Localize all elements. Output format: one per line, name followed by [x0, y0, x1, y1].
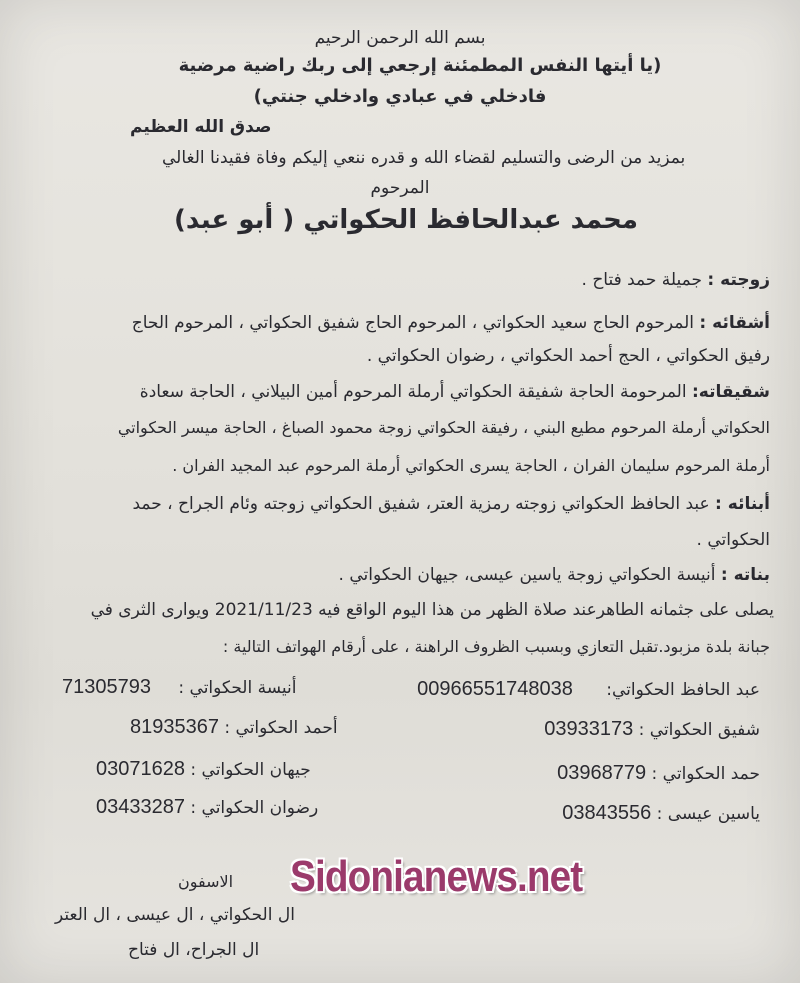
phone-number: 03933173: [544, 718, 634, 740]
basmala: بسم الله الرحمن الرحيم: [314, 28, 486, 48]
funeral-line-1: يصلى على جثمانه الطاهرعند صلاة الظهر من هذا اليوم الواقع فيه 2021/11/23 ويوارى الثرى في: [90, 600, 774, 620]
phone-number: 71305793: [62, 676, 151, 698]
verse-line-2: فادخلي في عبادي وادخلي جنتي): [253, 86, 547, 107]
phone-name: عبد الحافظ الحكواتي:: [606, 680, 760, 700]
brothers-label: أشقائه :: [699, 313, 770, 333]
phone-number: 03433287: [96, 796, 185, 818]
sadaq-line: صدق الله العظيم: [130, 117, 272, 137]
phone-entry: [96, 796, 318, 819]
phone-name: شفيق الحكواتي :: [638, 720, 760, 740]
sisters-label: شقيقاته:: [691, 382, 770, 402]
sisters-line-2: الحكواتي أرملة المرحوم مطيع البني ، رفيقة الحكواتي زوجة محمود الصباغ ، الحاجة ميسر الحكواتي: [117, 418, 770, 437]
wife-text: جميلة حمد فتاح .: [581, 270, 703, 290]
almarhoum-label: المرحوم: [370, 178, 430, 198]
sons-line-2: الحكواتي .: [696, 530, 770, 550]
phone-name: ياسين عيسى :: [656, 804, 760, 824]
phone-number: 00966551748038: [417, 678, 573, 700]
daughters-text: أنيسة الحكواتي زوجة ياسين عيسى، جيهان الحكواتي .: [338, 565, 716, 585]
phone-number: 81935367: [130, 716, 219, 738]
phone-entry: [130, 716, 338, 739]
funeral-line-2: جبانة بلدة مزبود.تقبل التعازي وبسبب الظروف الراهنة ، على أرقام الهواتف التالية :: [222, 637, 770, 656]
sons-text-1: عبد الحافظ الحكواتي زوجته رمزية العتر، شفيق الحكواتي زوجته وئام الجراح ، حمد: [132, 494, 710, 514]
daughters-line: [339, 565, 770, 585]
phone-entry: [417, 678, 760, 701]
phone-name: حمد الحكواتي :: [651, 764, 760, 784]
mourners-title: الاسفون: [178, 872, 234, 891]
verse-line-1: (يا أيتها النفس المطمئنة إرجعي إلى ربك راضية مرضية: [178, 55, 662, 76]
phone-name: أنيسة الحكواتي :: [178, 678, 297, 698]
wife-line: [582, 270, 770, 290]
phone-number: 03968779: [557, 762, 647, 784]
phone-name: رضوان الحكواتي :: [190, 798, 319, 818]
sisters-text-1: المرحومة الحاجة شفيقة الحكواتي أرملة المرحوم أمين البيلاني ، الحاجة سعادة: [139, 382, 687, 402]
phone-entry: [557, 762, 760, 785]
deceased-name: محمد عبدالحافظ الحكواتي ( أبو عبد): [174, 205, 638, 235]
watermark-text: Sidonianews.net: [290, 852, 583, 901]
phone-entry: [544, 718, 760, 741]
sons-line-1: [132, 494, 770, 514]
sisters-line-3: أرملة المرحوم سليمان الفران ، الحاجة يسرى الحكواتي أرملة المرحوم عبد المجيد الفران .: [172, 456, 770, 475]
brothers-line-2: رفيق الحكواتي ، الحج أحمد الحكواتي ، رضوان الحكواتي .: [366, 346, 770, 366]
sisters-line-1: [140, 382, 770, 402]
phone-number: 03843556: [562, 802, 652, 824]
phone-number: 03071628: [96, 758, 185, 780]
wife-label: زوجته :: [707, 270, 770, 290]
daughters-label: بناته :: [720, 565, 770, 585]
phone-name: أحمد الحكواتي :: [224, 718, 338, 738]
phone-entry: [96, 758, 311, 781]
mourners-line-2: ال الجراح، ال فتاح: [128, 940, 260, 960]
phone-entry: [562, 802, 760, 825]
brothers-text-1: المرحوم الحاج سعيد الحكواتي ، المرحوم الحاج شفيق الحكواتي ، المرحوم الحاج: [131, 313, 695, 333]
brothers-line-1: [132, 313, 770, 333]
phone-name: جيهان الحكواتي :: [190, 760, 311, 780]
phone-entry: [62, 676, 296, 699]
sons-label: أبنائه :: [715, 494, 770, 514]
mourners-line-1: ال الحكواتي ، ال عيسى ، ال العتر: [55, 905, 295, 925]
intro-line: بمزيد من الرضى والتسليم لقضاء الله و قدره ننعي إليكم وفاة فقيدنا الغالي: [162, 148, 686, 168]
